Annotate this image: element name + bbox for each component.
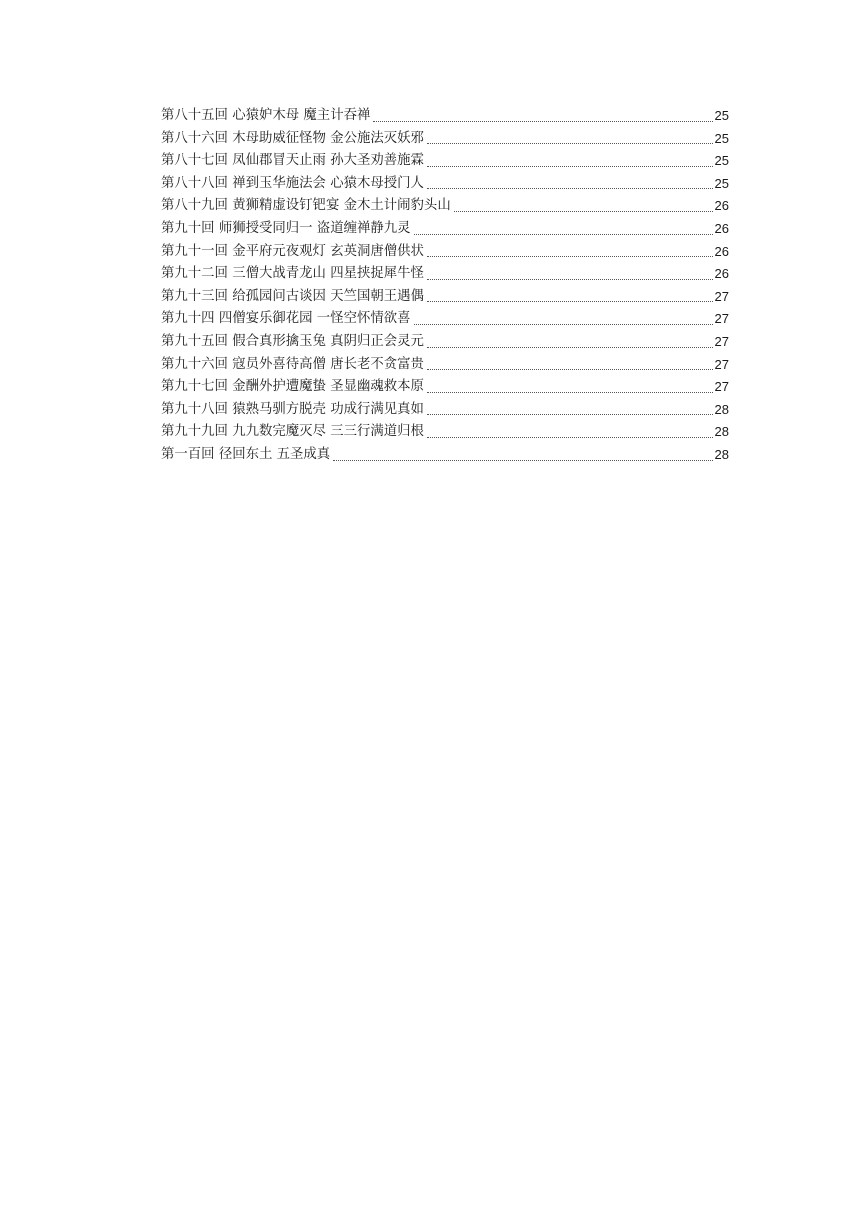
toc-entry-96[interactable] [161, 354, 729, 377]
toc-entry-title: 第八十八回 禅到玉华施法会 心猿木母授门人 [161, 175, 424, 191]
toc-entry-title: 第八十六回 木母助威征怪物 金公施法灭妖邪 [161, 130, 424, 146]
toc-page-number: 27 [714, 356, 729, 372]
dot-leader [454, 211, 713, 212]
dot-leader [427, 256, 713, 257]
toc-page-number: 26 [714, 198, 729, 214]
toc-entry-title: 第九十二回 三僧大战青龙山 四星挟捉犀牛怪 [161, 266, 424, 282]
dot-leader [427, 392, 713, 393]
table-of-contents [161, 105, 729, 467]
dot-leader [427, 437, 713, 438]
toc-entry-title: 第八十五回 心猿妒木母 魔主计吞禅 [161, 108, 371, 123]
toc-page-number: 28 [714, 446, 729, 462]
toc-page-number: 27 [714, 311, 729, 327]
toc-entry-title: 第九十八回 猿熟马驯方脱壳 功成行满见真如 [161, 401, 424, 417]
toc-entry-92[interactable] [161, 263, 729, 286]
toc-page-number: 27 [714, 288, 729, 304]
dot-leader [427, 414, 713, 415]
dot-leader [414, 324, 713, 325]
toc-page-number: 25 [714, 108, 729, 123]
toc-entry-100[interactable] [161, 444, 729, 467]
toc-entry-title: 第九十六回 寇员外喜待高僧 唐长老不贪富贵 [161, 356, 424, 372]
toc-entry-title: 第一百回 径回东土 五圣成真 [161, 446, 331, 462]
toc-entry-90[interactable] [161, 218, 729, 241]
toc-entry-95[interactable] [161, 331, 729, 354]
toc-entry-85[interactable] [161, 105, 729, 128]
toc-entry-title: 第八十九回 黄狮精虚设钉钯宴 金木土计闹豹头山 [161, 198, 451, 214]
toc-entry-title: 第九十九回 九九数完魔灭尽 三三行满道归根 [161, 424, 424, 440]
toc-entry-89[interactable] [161, 195, 729, 218]
dot-leader [414, 234, 713, 235]
toc-page-number: 28 [714, 401, 729, 417]
dot-leader [427, 188, 713, 189]
toc-page-number: 27 [714, 333, 729, 349]
toc-page-number: 26 [714, 266, 729, 282]
toc-entry-98[interactable] [161, 399, 729, 422]
toc-entry-99[interactable] [161, 421, 729, 444]
toc-page-number: 28 [714, 424, 729, 440]
toc-entry-title: 第九十回 师狮授受同归一 盗道缠禅静九灵 [161, 220, 411, 236]
dot-leader [427, 347, 713, 348]
toc-page-number: 26 [714, 220, 729, 236]
toc-page-number: 25 [714, 175, 729, 191]
toc-entry-91[interactable] [161, 241, 729, 264]
toc-entry-title: 第九十四 四僧宴乐御花园 一怪空怀情欲喜 [161, 311, 411, 327]
toc-page-number: 25 [714, 153, 729, 169]
dot-leader [427, 369, 713, 370]
toc-entry-title: 第九十七回 金酬外护遭魔蛰 圣显幽魂救本原 [161, 379, 424, 395]
dot-leader [427, 301, 713, 302]
dot-leader [427, 166, 713, 167]
toc-entry-93[interactable] [161, 286, 729, 309]
toc-entry-title: 第八十七回 凤仙郡冒天止雨 孙大圣劝善施霖 [161, 153, 424, 169]
dot-leader [427, 143, 713, 144]
toc-entry-title: 第九十五回 假合真形擒玉兔 真阴归正会灵元 [161, 333, 424, 349]
toc-entry-title: 第九十三回 给孤园问古谈因 天竺国朝王遇偶 [161, 288, 424, 304]
toc-page-number: 25 [714, 130, 729, 146]
toc-page-number: 27 [714, 379, 729, 395]
toc-page-number: 26 [714, 243, 729, 259]
toc-entry-title: 第九十一回 金平府元夜观灯 玄英洞唐僧供状 [161, 243, 424, 259]
toc-entry-88[interactable] [161, 173, 729, 196]
toc-entry-87[interactable] [161, 150, 729, 173]
toc-entry-97[interactable] [161, 376, 729, 399]
toc-entry-94[interactable] [161, 308, 729, 331]
dot-leader [333, 460, 712, 461]
dot-leader [373, 121, 712, 122]
dot-leader [427, 279, 713, 280]
toc-entry-86[interactable] [161, 128, 729, 151]
